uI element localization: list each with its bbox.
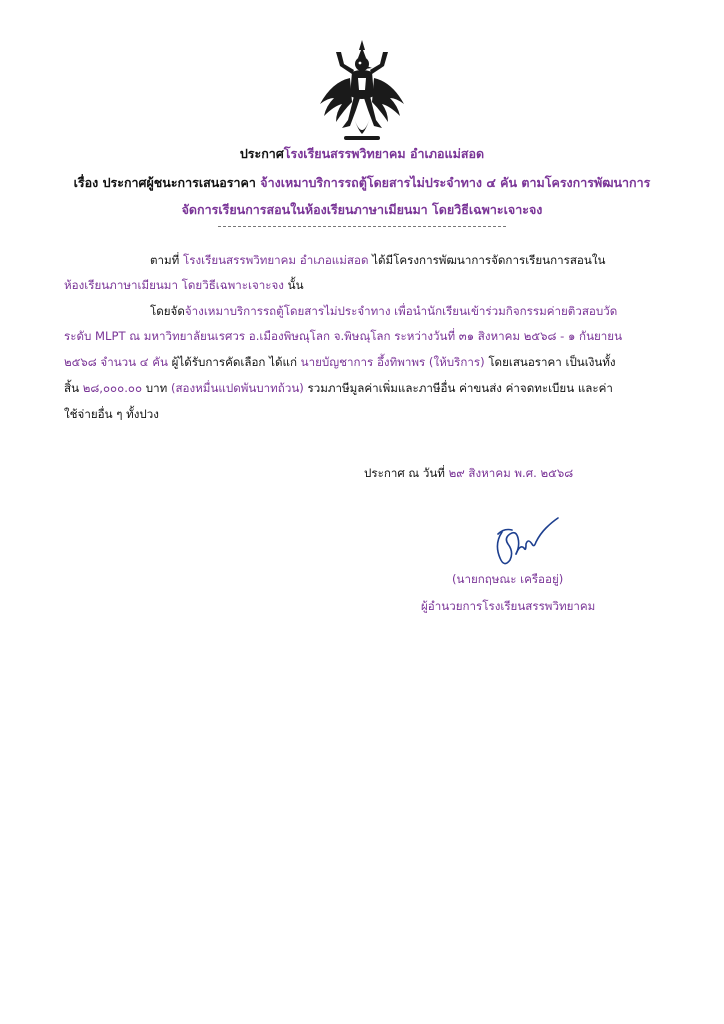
paragraph-2-line-5: ใช้จ่ายอื่น ๆ ทั้งปวง [64, 407, 159, 421]
paragraph-2-line-1 [150, 303, 617, 319]
announcement-date [364, 465, 573, 481]
title-prefix: ประกาศ [239, 146, 284, 161]
p1-text: ได้มีโครงการพัฒนาการจัดการเรียนการสอนใน [372, 253, 606, 267]
paragraph-1-line-1 [150, 252, 605, 268]
subject-prefix: ประกาศผู้ชนะการเสนอราคา [102, 175, 256, 190]
subject-line-2: จัดการเรียนการสอนในห้องเรียนภาษาเมียนมา โดยวิธีเฉพาะเจาะจง [181, 202, 543, 217]
p1-text: นั้น [287, 278, 304, 292]
paragraph-2-line-4 [64, 380, 613, 396]
p2-text: สิ้น [64, 381, 80, 395]
p2-text: บาท [145, 381, 168, 395]
signatory-position: ผู้อำนวยการโรงเรียนสรรพวิทยาคม [421, 599, 596, 613]
paragraph-1-line-2 [64, 277, 304, 293]
signature-icon [490, 514, 562, 572]
p1-text: ตามที่ [150, 253, 180, 267]
p2-purpose: เพื่อนำนักเรียนเข้าร่วมกิจกรรมค่ายติวสอบวัด [394, 304, 618, 318]
divider-line [218, 226, 506, 227]
paragraph-2-line-2: ระดับ MLPT ณ มหาวิทยาลัยนเรศวร อ.เมืองพิษณุโลก จ.พิษณุโลก ระหว่างวันที่ ๓๑ สิงหาคม ๒๕๖๘ - ๑ กันยายน [64, 329, 623, 343]
p2-text: รวมภาษีมูลค่าเพิ่มและภาษีอื่น ค่าขนส่ง ค่าจดทะเบียน และค่า [307, 381, 613, 395]
announcement-title [40, 146, 684, 162]
p1-school: โรงเรียนสรรพวิทยาคม อำเภอแม่สอด [183, 253, 369, 267]
announcement-subject [40, 175, 684, 191]
paragraph-2-line-3 [64, 354, 616, 370]
subject-label: เรื่อง [73, 175, 99, 190]
garuda-emblem-icon [314, 38, 410, 142]
p2-amount: ๒๘,๐๐๐.๐๐ [82, 381, 143, 395]
subject-line-1: จ้างเหมาบริการรถตู้โดยสารไม่ประจำทาง ๔ คัน ตามโครงการพัฒนาการ [260, 175, 651, 190]
p2-quantity: ๒๕๖๘ จำนวน ๔ คัน [64, 355, 168, 369]
school-name: โรงเรียนสรรพวิทยาคม อำเภอแม่สอด [283, 146, 485, 161]
p2-text: โดยเสนอราคา เป็นเงินทั้ง [488, 355, 616, 369]
p2-text: โดยจัด [150, 304, 185, 318]
p2-vendor: นายบัญชาการ อึ้งทิพาพร (ให้บริการ) [300, 355, 485, 369]
signatory-name: (นายกฤษณะ เครืออยู่) [452, 572, 564, 586]
p2-text: ผู้ได้รับการคัดเลือก ได้แก่ [171, 355, 297, 369]
p1-project: ห้องเรียนภาษาเมียนมา โดยวิธีเฉพาะเจาะจง [64, 278, 284, 292]
date-label: ประกาศ ณ วันที่ [364, 466, 445, 480]
p2-service: จ้างเหมาบริการรถตู้โดยสารไม่ประจำทาง [184, 304, 391, 318]
p2-amount-words: (สองหมื่นแปดพันบาทถ้วน) [170, 381, 304, 395]
date-value: ๒๙ สิงหาคม พ.ศ. ๒๕๖๘ [448, 466, 574, 480]
